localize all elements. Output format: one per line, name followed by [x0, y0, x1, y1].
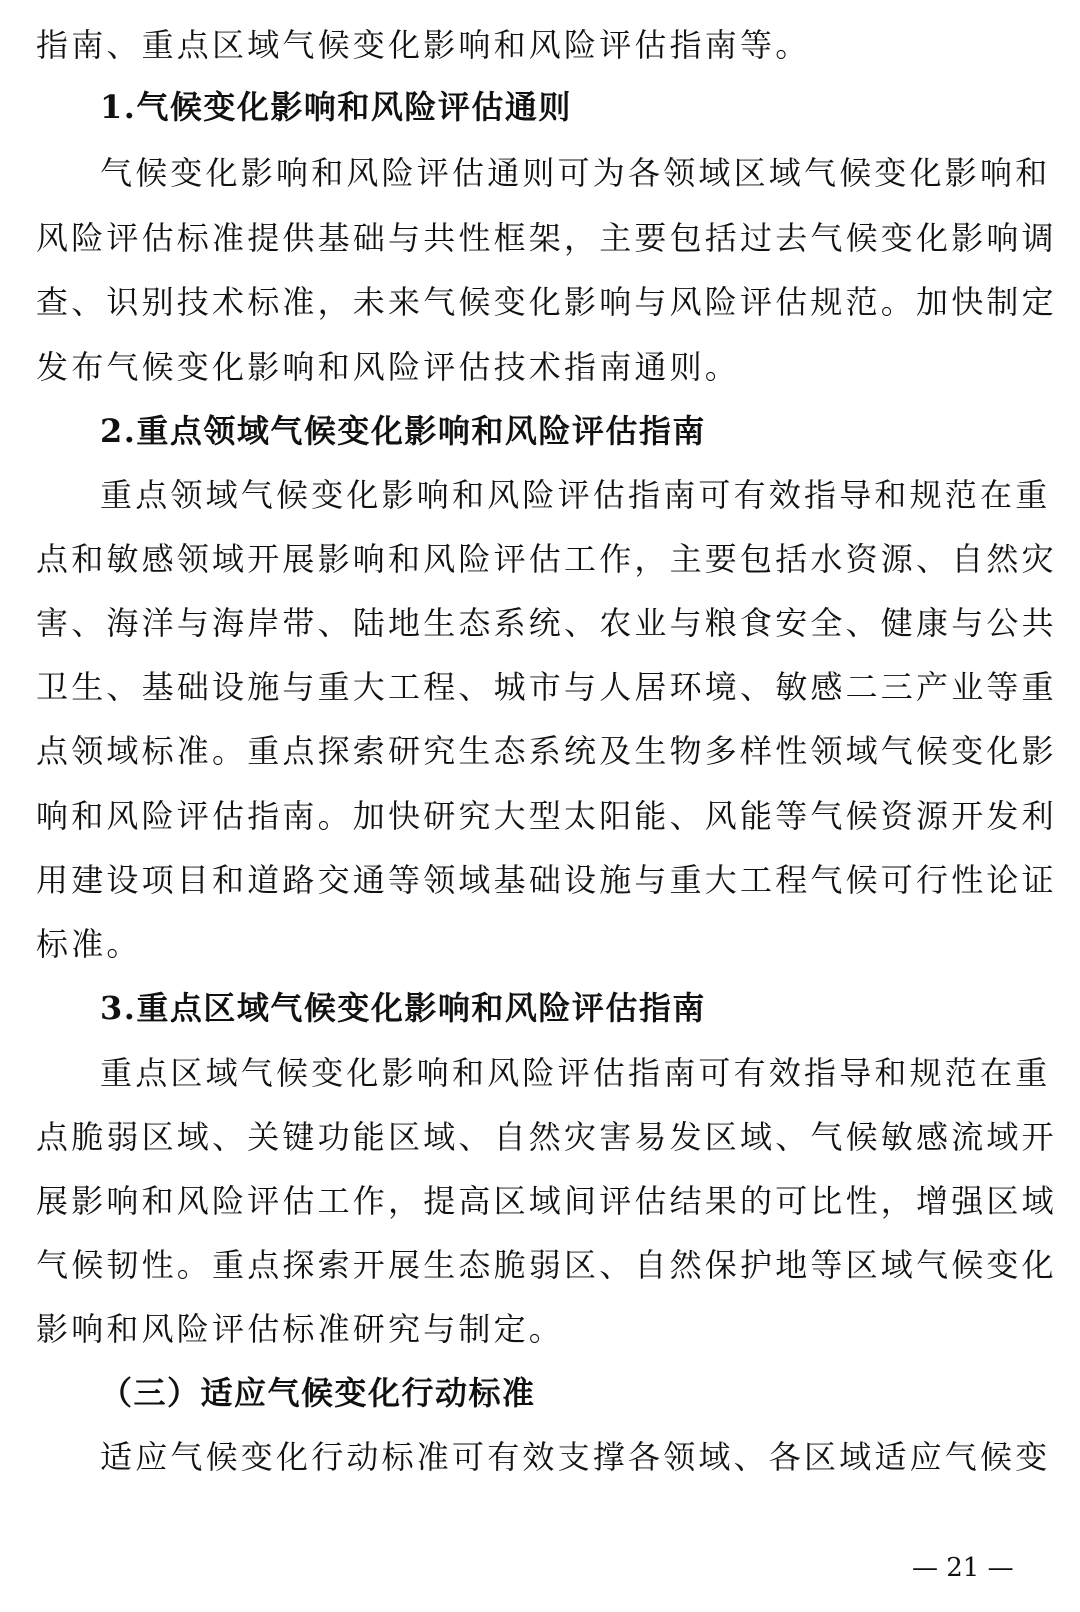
section-heading: 1.气候变化影响和风险评估通则: [100, 88, 572, 126]
body-text-line: 指南、重点区域气候变化影响和风险评估指南等。: [36, 26, 811, 64]
body-text-line: 重点领域气候变化影响和风险评估指南可有效指导和规范在重: [100, 476, 1051, 514]
body-text-line: 查、识别技术标准，未来气候变化影响与风险评估规范。加快制定: [36, 283, 1057, 321]
body-text-line: 点领域标准。重点探索研究生态系统及生物多样性领域气候变化影: [36, 732, 1057, 770]
body-text-line: 害、海洋与海岸带、陆地生态系统、农业与粮食安全、健康与公共: [36, 604, 1057, 642]
body-text-line: 风险评估标准提供基础与共性框架，主要包括过去气候变化影响调: [36, 219, 1057, 257]
page-number: — 21 —: [912, 1553, 1014, 1583]
body-text-line: 展影响和风险评估工作，提高区域间评估结果的可比性，增强区域: [36, 1182, 1057, 1220]
body-text-line: 气候变化影响和风险评估通则可为各领域区域气候变化影响和: [100, 154, 1051, 192]
body-text-line: 重点区域气候变化影响和风险评估指南可有效指导和规范在重: [100, 1054, 1051, 1092]
body-text-line: 卫生、基础设施与重大工程、城市与人居环境、敏感二三产业等重: [36, 668, 1057, 706]
body-text-line: 适应气候变化行动标准可有效支撑各领域、各区域适应气候变: [100, 1438, 1051, 1476]
body-text-line: 发布气候变化影响和风险评估技术指南通则。: [36, 348, 741, 386]
section-heading: 3.重点区域气候变化影响和风险评估指南: [100, 989, 706, 1027]
body-text-line: 气候韧性。重点探索开展生态脆弱区、自然保护地等区域气候变化: [36, 1246, 1057, 1284]
body-text-line: 用建设项目和道路交通等领域基础设施与重大工程气候可行性论证: [36, 861, 1057, 899]
section-heading: （三）适应气候变化行动标准: [100, 1374, 536, 1412]
body-text-line: 影响和风险评估标准研究与制定。: [36, 1310, 565, 1348]
section-heading: 2.重点领域气候变化影响和风险评估指南: [100, 412, 706, 450]
body-text-line: 标准。: [36, 925, 142, 963]
body-text-line: 响和风险评估指南。加快研究大型太阳能、风能等气候资源开发利: [36, 797, 1057, 835]
body-text-line: 点脆弱区域、关键功能区域、自然灾害易发区域、气候敏感流域开: [36, 1118, 1057, 1156]
body-text-line: 点和敏感领域开展影响和风险评估工作，主要包括水资源、自然灾: [36, 540, 1057, 578]
